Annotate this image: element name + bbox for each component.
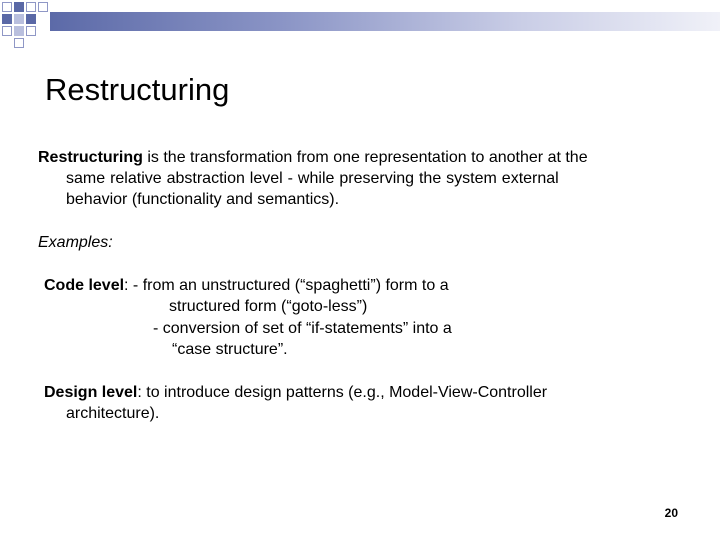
code-level-line-1 bbox=[44, 275, 449, 296]
deco-square bbox=[14, 26, 24, 36]
slide-title: Restructuring bbox=[45, 72, 230, 107]
deco-square bbox=[38, 2, 48, 12]
examples-heading: Examples: bbox=[38, 234, 113, 251]
deco-square bbox=[26, 14, 36, 24]
deco-square bbox=[2, 2, 12, 12]
deco-square bbox=[2, 26, 12, 36]
code-level-line-3: - conversion of set of “if-statements” into a bbox=[153, 320, 452, 337]
design-level-line-2: architecture). bbox=[66, 405, 160, 422]
deco-square bbox=[14, 38, 24, 48]
code-level-line-4: “case structure”. bbox=[172, 341, 288, 358]
deco-square bbox=[2, 14, 12, 24]
definition-text: is the transformation from one representation to another at the bbox=[142, 149, 588, 166]
definition-line-1 bbox=[38, 147, 588, 168]
design-level-line-1 bbox=[44, 382, 547, 403]
definition-line-3 bbox=[66, 189, 339, 210]
code-level-text: : - from an unstructured (“spaghetti”) form to a bbox=[124, 277, 449, 294]
design-level-text: : to introduce design patterns (e.g., Model-View-Controller bbox=[137, 384, 548, 401]
code-level-line-2: structured form (“goto-less”) bbox=[169, 298, 368, 315]
definition-line-2 bbox=[66, 168, 660, 189]
header-band bbox=[50, 12, 720, 31]
deco-square bbox=[14, 14, 24, 24]
design-level-label: Design level bbox=[44, 384, 138, 401]
page-number: 20 bbox=[664, 506, 678, 520]
deco-square bbox=[26, 2, 36, 12]
deco-square bbox=[26, 26, 36, 36]
definition-text: same relative abstraction level - while preserving the system external bbox=[66, 170, 559, 187]
code-level-label: Code level bbox=[44, 277, 125, 294]
definition-text: behavior (functionality and semantics). bbox=[66, 191, 340, 208]
definition-term: Restructuring bbox=[38, 149, 143, 166]
deco-square bbox=[14, 2, 24, 12]
